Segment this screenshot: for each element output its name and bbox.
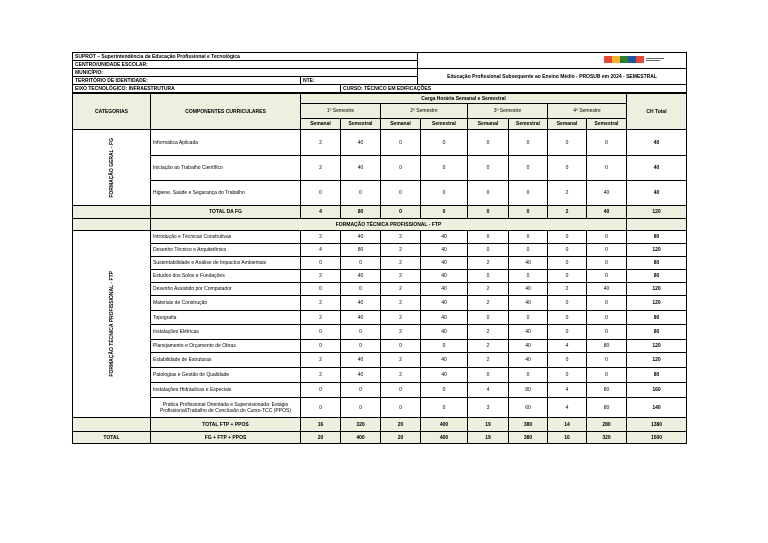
value-cell: 40 [509, 296, 548, 311]
territorio-label: TERRITÓRIO DE IDENTIDADE: [73, 77, 301, 85]
value-cell: 0 [509, 206, 548, 219]
value-cell: 0 [509, 231, 548, 244]
row-total-cell: 40 [627, 181, 687, 206]
value-cell: 0 [468, 130, 509, 156]
value-cell: 0 [548, 311, 587, 325]
value-cell: 0 [301, 181, 341, 206]
semestral-header: Semestral [509, 119, 548, 130]
value-cell: 0 [341, 383, 381, 398]
component-name: Informática Aplicada [151, 130, 301, 156]
value-cell: 0 [587, 296, 627, 311]
value-cell: 2 [381, 325, 421, 340]
value-cell: 40 [421, 231, 468, 244]
ppos-name [151, 398, 301, 418]
semester-3-header: 3º Semestre [468, 104, 548, 119]
value-cell: 280 [587, 418, 627, 432]
component-name: Sustentabilidade e Análise de Impactos Ambientais [151, 257, 301, 270]
value-cell: 0 [421, 181, 468, 206]
fg-total-spacer [73, 206, 151, 219]
value-cell: 0 [548, 296, 587, 311]
semanal-header: Semanal [468, 119, 509, 130]
value-cell: 0 [468, 231, 509, 244]
value-cell: 4 [548, 383, 587, 398]
value-cell: 2 [301, 311, 341, 325]
value-cell: 0 [509, 130, 548, 156]
ftp-total-spacer [73, 418, 151, 432]
ppos-line-1: Prática Profissional Orientada e Supervisionada: Estágio [162, 401, 289, 408]
row-total-cell: 80 [627, 257, 687, 270]
component-name: Materiais de Construção [151, 296, 301, 311]
grand-total-row [73, 432, 687, 444]
value-cell: 20 [381, 418, 421, 432]
value-cell: 2 [301, 156, 341, 181]
row-total-cell: 80 [627, 231, 687, 244]
municipio-label: MUNICÍPIO: [73, 69, 418, 77]
component-name: Patologias e Gestão de Qualidade [151, 368, 301, 383]
eixo-label: EIXO TECNOLÓGICO: INFRAESTRUTURA [73, 85, 341, 93]
row-total-cell: 80 [627, 311, 687, 325]
ftp-row [73, 283, 687, 296]
value-cell: 2 [468, 257, 509, 270]
value-cell: 0 [381, 181, 421, 206]
value-cell: 0 [341, 340, 381, 353]
value-cell: 20 [301, 432, 341, 444]
row-total-cell: 1500 [627, 432, 687, 444]
value-cell: 2 [301, 353, 341, 368]
value-cell: 20 [381, 432, 421, 444]
org-name: SUPROT – Superintendência da Educação Profissional e Tecnológica [73, 53, 418, 61]
value-cell: 0 [509, 368, 548, 383]
value-cell: 40 [341, 311, 381, 325]
semester-2-header: 2º Semestre [381, 104, 468, 119]
bahia-logo [604, 56, 666, 65]
value-cell: 40 [587, 206, 627, 219]
value-cell: 4 [548, 340, 587, 353]
value-cell: 0 [548, 325, 587, 340]
row-total-cell: 120 [627, 283, 687, 296]
ftp-section-end [627, 219, 687, 231]
ftp-row [73, 383, 687, 398]
value-cell: 0 [421, 206, 468, 219]
grand-total-sublabel: FG + FTP + PPOS [151, 432, 301, 444]
ftp-row [73, 368, 687, 383]
row-total-cell: 1380 [627, 418, 687, 432]
semanal-header: Semanal [301, 119, 341, 130]
value-cell: 40 [587, 283, 627, 296]
ftp-row [73, 296, 687, 311]
fg-total-label: TOTAL DA FG [151, 206, 301, 219]
curriculum-sheet [72, 52, 686, 444]
value-cell: 2 [381, 353, 421, 368]
logo-cell [418, 53, 687, 69]
ftp-row [73, 270, 687, 283]
value-cell: 0 [587, 231, 627, 244]
fg-category-label [73, 130, 151, 206]
value-cell: 2 [301, 231, 341, 244]
carga-header: Carga Horária Semanal e Semestral [301, 94, 627, 104]
value-cell: 40 [509, 353, 548, 368]
value-cell: 80 [341, 244, 381, 257]
component-name: Introdução e Técnicas Construtivas [151, 231, 301, 244]
value-cell: 16 [301, 418, 341, 432]
value-cell: 400 [421, 418, 468, 432]
value-cell: 2 [301, 270, 341, 283]
ftp-row [73, 244, 687, 257]
row-total-cell: 120 [627, 296, 687, 311]
semester-4-header: 4º Semestre [548, 104, 627, 119]
value-cell: 0 [509, 244, 548, 257]
course-title: Educação Profissional Subsequente ao Ensino Médio - PROSUB em 2024 - SEMESTRAL [418, 69, 687, 85]
value-cell: 2 [301, 296, 341, 311]
ftp-section-title: FORMAÇÃO TÉCNICA PROFISSIONAL - FTP [151, 219, 627, 231]
value-cell: 0 [509, 311, 548, 325]
ftp-section-row [73, 219, 687, 231]
value-cell: 80 [587, 383, 627, 398]
value-cell: 4 [301, 206, 341, 219]
value-cell: 0 [509, 156, 548, 181]
value-cell: 40 [341, 368, 381, 383]
value-cell: 2 [381, 311, 421, 325]
value-cell: 2 [381, 257, 421, 270]
ppos-line-2: Profissional/Trabalho de Conclusão do Curso-TCC (PPOS) [160, 407, 291, 414]
row-total-cell: 160 [627, 383, 687, 398]
value-cell: 40 [421, 368, 468, 383]
semester-1-header: 1º Semestre [301, 104, 381, 119]
component-name: Topografia [151, 311, 301, 325]
value-cell: 0 [341, 181, 381, 206]
fg-category-text: FORMAÇÃO GERAL - FG [108, 137, 115, 198]
value-cell: 0 [301, 257, 341, 270]
value-cell: 80 [341, 206, 381, 219]
value-cell: 40 [421, 353, 468, 368]
value-cell: 0 [587, 311, 627, 325]
value-cell: 0 [301, 325, 341, 340]
value-cell: 0 [341, 325, 381, 340]
value-cell: 0 [341, 257, 381, 270]
semestral-header: Semestral [421, 119, 468, 130]
value-cell: 0 [421, 130, 468, 156]
value-cell: 40 [421, 244, 468, 257]
value-cell: 0 [548, 368, 587, 383]
value-cell: 80 [587, 398, 627, 418]
value-cell: 0 [381, 130, 421, 156]
value-cell: 0 [468, 156, 509, 181]
value-cell: 80 [587, 340, 627, 353]
value-cell: 4 [301, 244, 341, 257]
value-cell: 2 [301, 368, 341, 383]
value-cell: 0 [421, 398, 468, 418]
component-name: Estabilidade de Estruturas [151, 353, 301, 368]
value-cell: 0 [468, 311, 509, 325]
value-cell: 2 [301, 130, 341, 156]
value-cell: 0 [587, 156, 627, 181]
value-cell: 40 [421, 283, 468, 296]
value-cell: 320 [341, 418, 381, 432]
row-total-cell: 120 [627, 206, 687, 219]
value-cell: 0 [421, 156, 468, 181]
value-cell: 40 [509, 325, 548, 340]
value-cell: 19 [468, 432, 509, 444]
ftp-row [73, 353, 687, 368]
value-cell: 0 [587, 244, 627, 257]
ppos-row [73, 398, 687, 418]
row-total-cell: 140 [627, 398, 687, 418]
grand-total-label: TOTAL [73, 432, 151, 444]
value-cell: 19 [468, 418, 509, 432]
categorias-header: CATEGORIAS [73, 94, 151, 130]
value-cell: 0 [381, 383, 421, 398]
value-cell: 0 [468, 181, 509, 206]
value-cell: 400 [341, 432, 381, 444]
row-total-cell: 80 [627, 368, 687, 383]
value-cell: 0 [587, 353, 627, 368]
value-cell: 40 [421, 270, 468, 283]
ftp-total-label: TOTAL FTP + PPOS [151, 418, 301, 432]
value-cell: 40 [587, 181, 627, 206]
ftp-row [73, 311, 687, 325]
fg-row [73, 130, 687, 156]
value-cell: 0 [548, 257, 587, 270]
value-cell: 0 [509, 270, 548, 283]
value-cell: 4 [468, 383, 509, 398]
value-cell: 0 [381, 156, 421, 181]
semanal-header: Semanal [381, 119, 421, 130]
value-cell: 0 [587, 257, 627, 270]
value-cell: 0 [301, 340, 341, 353]
value-cell: 40 [421, 257, 468, 270]
row-total-cell: 40 [627, 156, 687, 181]
value-cell: 400 [421, 432, 468, 444]
value-cell: 2 [381, 231, 421, 244]
value-cell: 0 [548, 130, 587, 156]
value-cell: 0 [421, 383, 468, 398]
semestral-header: Semestral [587, 119, 627, 130]
ftp-row [73, 325, 687, 340]
value-cell: 0 [301, 398, 341, 418]
value-cell: 40 [341, 156, 381, 181]
value-cell: 2 [548, 181, 587, 206]
component-name: Estudos dos Solos e Fundações [151, 270, 301, 283]
value-cell: 380 [509, 432, 548, 444]
component-name: Instalações Elétricas [151, 325, 301, 340]
ftp-section-spacer [73, 219, 151, 231]
value-cell: 0 [587, 130, 627, 156]
value-cell: 2 [381, 368, 421, 383]
value-cell: 40 [509, 340, 548, 353]
value-cell: 40 [341, 353, 381, 368]
value-cell: 2 [468, 340, 509, 353]
value-cell: 0 [587, 368, 627, 383]
value-cell: 2 [381, 296, 421, 311]
row-total-cell: 40 [627, 130, 687, 156]
ftp-row [73, 257, 687, 270]
value-cell: 0 [509, 181, 548, 206]
value-cell: 40 [341, 130, 381, 156]
value-cell: 0 [381, 398, 421, 418]
row-total-cell: 120 [627, 340, 687, 353]
value-cell: 0 [548, 156, 587, 181]
value-cell: 16 [548, 432, 587, 444]
value-cell: 0 [341, 398, 381, 418]
fg-row [73, 181, 687, 206]
value-cell: 14 [548, 418, 587, 432]
value-cell: 2 [548, 206, 587, 219]
value-cell: 3 [468, 398, 509, 418]
value-cell: 40 [421, 296, 468, 311]
value-cell: 2 [381, 244, 421, 257]
value-cell: 2 [381, 270, 421, 283]
value-cell: 2 [468, 296, 509, 311]
component-name: Desenho Assistido por Computador [151, 283, 301, 296]
row-total-cell: 120 [627, 244, 687, 257]
row-total-cell: 80 [627, 325, 687, 340]
value-cell: 0 [468, 368, 509, 383]
value-cell: 0 [548, 353, 587, 368]
value-cell: 40 [509, 257, 548, 270]
header-table [72, 52, 687, 93]
value-cell: 40 [421, 311, 468, 325]
value-cell: 40 [509, 283, 548, 296]
centro-label: CENTRO/UNIDADE ESCOLAR: [73, 61, 418, 69]
value-cell: 40 [341, 231, 381, 244]
value-cell: 0 [301, 383, 341, 398]
value-cell: 40 [421, 325, 468, 340]
value-cell: 80 [509, 383, 548, 398]
ftp-category-text: FORMAÇÃO TÉCNICA PROFISSIONAL - FTP [108, 271, 115, 377]
ftp-row [73, 340, 687, 353]
value-cell: 2 [468, 283, 509, 296]
value-cell: 0 [381, 340, 421, 353]
value-cell: 0 [548, 244, 587, 257]
component-name: Instalações Hidráulicas e Especiais [151, 383, 301, 398]
componentes-header: COMPONENTES CURRICULARES [151, 94, 301, 130]
value-cell: 4 [548, 398, 587, 418]
value-cell: 40 [341, 270, 381, 283]
value-cell: 0 [468, 206, 509, 219]
value-cell: 320 [587, 432, 627, 444]
semanal-header: Semanal [548, 119, 587, 130]
value-cell: 0 [381, 206, 421, 219]
value-cell: 0 [587, 325, 627, 340]
component-name: Iniciação ao Trabalho Científico [151, 156, 301, 181]
value-cell: 60 [509, 398, 548, 418]
fg-total-row [73, 206, 687, 219]
curriculum-table [72, 93, 687, 444]
value-cell: 0 [341, 283, 381, 296]
value-cell: 2 [381, 283, 421, 296]
value-cell: 2 [468, 325, 509, 340]
component-name: Desenho Técnico e Arquitetônico [151, 244, 301, 257]
semestral-header: Semestral [341, 119, 381, 130]
value-cell: 0 [421, 340, 468, 353]
value-cell: 0 [548, 270, 587, 283]
curso-label: CURSO: TÉCNICO EM EDIFICAÇÕES [341, 85, 687, 93]
component-name: Higiene, Saúde e Segurança do Trabalho [151, 181, 301, 206]
value-cell: 0 [468, 244, 509, 257]
ftp-row [73, 231, 687, 244]
value-cell: 2 [468, 353, 509, 368]
ch-total-header: CH Total [627, 94, 687, 130]
value-cell: 380 [509, 418, 548, 432]
component-name: Planejamento e Orçamento de Obras [151, 340, 301, 353]
row-total-cell: 120 [627, 353, 687, 368]
value-cell: 0 [548, 231, 587, 244]
value-cell: 40 [341, 296, 381, 311]
value-cell: 0 [301, 283, 341, 296]
nte-label: NTE: [301, 77, 418, 85]
value-cell: 0 [468, 270, 509, 283]
row-total-cell: 80 [627, 270, 687, 283]
value-cell: 2 [548, 283, 587, 296]
ftp-total-row [73, 418, 687, 432]
ftp-category-label [73, 231, 151, 418]
value-cell: 0 [587, 270, 627, 283]
fg-row [73, 156, 687, 181]
